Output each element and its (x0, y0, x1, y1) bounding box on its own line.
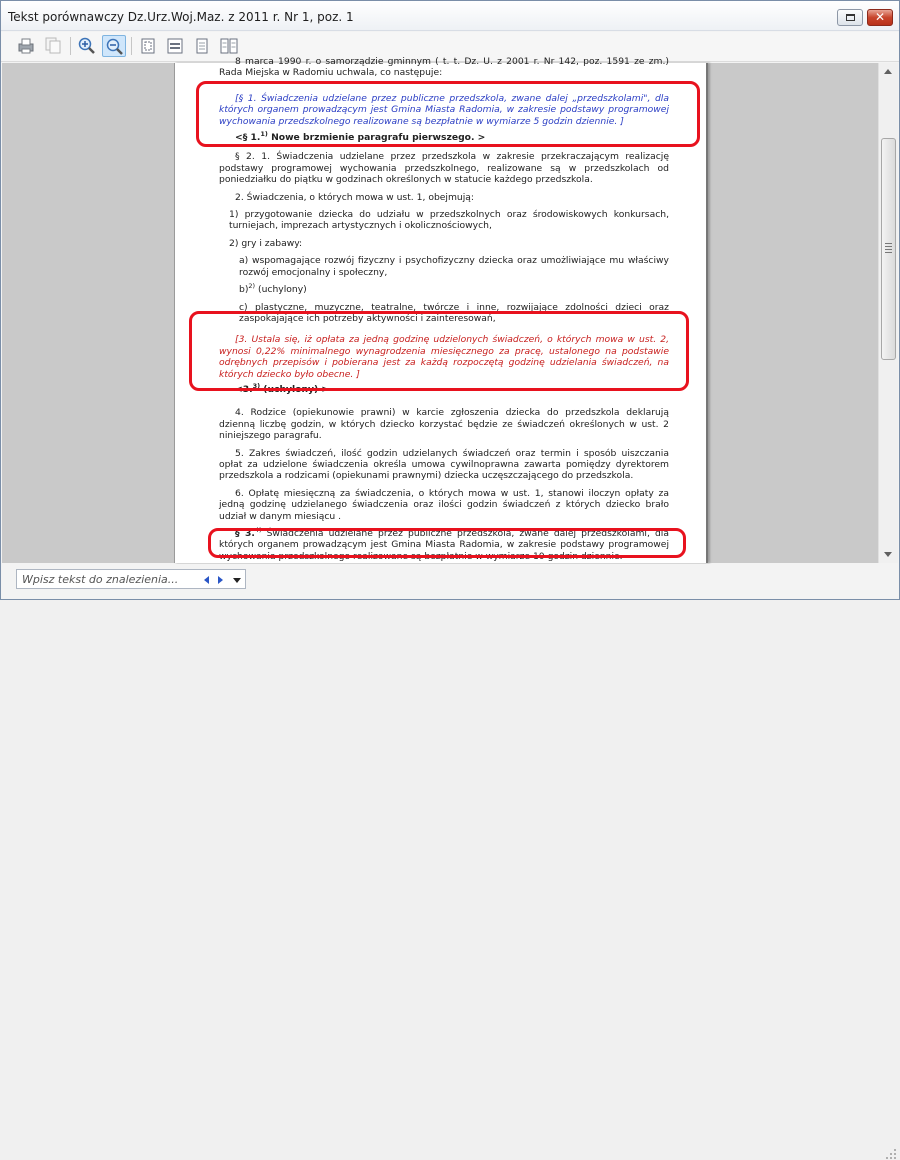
find-next-icon[interactable] (218, 576, 223, 584)
footnote-ref-4: 4) (254, 525, 262, 534)
paragraph-3-text: Świadczenia udzielane przez publiczne przedszkola, zwane dalej przedszkolami, dla których organem prowadzącym jest Gmina Miasta Radomia, w zakresie podstawy programowej wychowania przedszkolnego realizowane są bezpłatnie w wymiarze 10 godzin dziennie. (219, 528, 669, 562)
scroll-thumb[interactable] (881, 138, 896, 360)
new-paragraph-3-text: (uchylony) > (260, 383, 330, 395)
resize-grip-icon[interactable] (885, 1148, 897, 1160)
document-viewport[interactable] (2, 56, 878, 563)
find-options-icon[interactable] (233, 578, 241, 583)
single-page-button[interactable] (190, 35, 214, 57)
window-title: Tekst porównawczy Dz.Urz.Woj.Maz. z 2011 r. Nr 1, poz. 1 (8, 10, 354, 24)
footnote-ref-3: 3) (252, 381, 261, 390)
copy-icon (43, 37, 63, 55)
paragraph-3-prefix: § 3. (235, 528, 255, 539)
find-input[interactable] (20, 571, 190, 587)
two-pages-icon (219, 37, 239, 55)
toolbar-separator (70, 37, 71, 55)
list-item-2b (219, 284, 669, 295)
grip-line (885, 249, 892, 250)
close-icon: ✕ (874, 10, 886, 24)
annotation-highlight-1 (196, 81, 700, 147)
restore-button[interactable] (837, 9, 863, 26)
zoom-in-button[interactable] (75, 35, 99, 57)
annotation-highlight-3 (208, 525, 686, 558)
grip-line (885, 246, 892, 247)
find-box (16, 569, 246, 589)
removed-paragraph-1: [§ 1. Świadczenia udzielane przez publiczne przedszkola, zwane dalej „przedszkolami", dla których organem prowadzącym jest Gmina Miasta Radomia, w zakresie podstawy programowej wychowania przedszkolnego realizowane są bezpłatnie w wymiarze 5 godzin dziennie. ] (219, 92, 669, 127)
paragraph-2-1: § 2. 1. Świadczenia udzielane przez przedszkola w zakresie przekraczającym realizację podstawy programowej wychowania przedszkolnego, realizowane są w przedszkolach od poniedziałku do piątku w godzinach określonych w statucie każdego przedszkola. (219, 151, 669, 186)
list-item-2b-text: (uchylony) (255, 284, 307, 296)
paragraph-4: 4. Rodzice (opiekunowie prawni) w karcie zgłoszenia dziecka do przedszkola deklarują dzienną liczbę godzin, w których dziecko korzystać będzie ze świadczeń określonych w ust. 2 niniejszego paragrafu. (219, 407, 669, 442)
print-button[interactable] (14, 35, 38, 57)
two-pages-button[interactable] (217, 35, 241, 57)
list-item-2a: a) wspomagające rozwój fizyczny i psychofizyczny dziecka oraz umożliwiające mu właściwy rozwój emocjonalny i społeczny, (239, 255, 669, 278)
find-bar (1, 564, 899, 599)
vertical-scrollbar[interactable] (878, 63, 898, 563)
paragraph-6: 6. Opłatę miesięczną za świadczenia, o których mowa w ust. 1, stanowi iloczyn opłaty za jedną godzinę udzielanego świadczenia oraz ilości godzin świadczeń z których dziecko brało udział w danym miesiącu . (219, 487, 669, 522)
zoom-in-icon (77, 37, 97, 55)
grip-line (885, 252, 892, 253)
footnote-ref-2: 2) (248, 282, 256, 291)
paragraph-2-2: 2. Świadczenia, o których mowa w ust. 1, obejmują: (235, 191, 475, 203)
print-icon (16, 37, 36, 55)
find-previous-icon[interactable] (204, 576, 209, 584)
scroll-down-icon[interactable] (884, 552, 892, 557)
annotation-highlight-2 (189, 311, 689, 391)
list-item-2c: c) plastyczne, muzyczne, teatralne, twórcze i inne, rozwijające zdolności dzieci oraz zaspokajające ich potrzeby aktywności i zainteresowań, (239, 301, 669, 324)
close-button[interactable] (867, 9, 893, 26)
toolbar-separator (131, 37, 132, 55)
fit-page-icon (138, 37, 158, 55)
removed-paragraph-3: [3. Ustala się, iż opłata za jedną godzinę udzielonych świadczeń, o których mowa w ust. 2, wynosi 0,22% minimalnego wynagrodzenia miesięcznego za pracę, ustalonego na podstawie odrębnych przepisów i pobierana jest za każdą rozpoczętą godzinę udzielania świadczeń, na których dziecko było obecne. ] (219, 334, 669, 380)
list-item-2b-prefix: b) (239, 284, 249, 296)
intro-text: 8 marca 1990 r. o samorządzie gminnym ( t. t. Dz. U. z 2001 r. Nr 142, poz. 1591 ze zm.) Rada Miejska w Radomiu uchwala, co następuje: (219, 56, 669, 79)
grip-line (885, 243, 892, 244)
fit-width-icon (165, 37, 185, 55)
list-item-2: 2) gry i zabawy: (229, 237, 303, 249)
new-paragraph-3-prefix: <3. (235, 383, 253, 395)
restore-icon (846, 14, 855, 21)
title-bar[interactable] (1, 1, 899, 31)
fit-page-button[interactable] (136, 35, 160, 57)
zoom-out-icon (105, 38, 125, 56)
scroll-up-icon[interactable] (884, 69, 892, 74)
fit-width-button[interactable] (163, 35, 187, 57)
new-paragraph-1-prefix: <§ 1. (235, 132, 261, 144)
single-page-icon (192, 37, 212, 55)
footnote-ref-1: 1) (260, 129, 268, 138)
new-paragraph-1-text: Nowe brzmienie paragrafu pierwszego. > (267, 132, 486, 144)
paragraph-5: 5. Zakres świadczeń, ilość godzin udzielanych świadczeń oraz termin i sposób uiszczania opłat za udzielone świadczenia określa umowa cywilnoprawna zawarta pomiędzy dyrektorem przedszkola a rodzicami (opiekunami prawnymi) dziecka uczęszczającego do przedszkola. (219, 447, 669, 482)
copy-button[interactable] (41, 35, 65, 57)
zoom-out-button[interactable] (102, 35, 126, 57)
list-item-1: 1) przygotowanie dziecka do udziału w przedszkolnych oraz środowiskowych konkursach, turniejach, imprezach artystycznych i okolicznościowych, (229, 209, 669, 232)
